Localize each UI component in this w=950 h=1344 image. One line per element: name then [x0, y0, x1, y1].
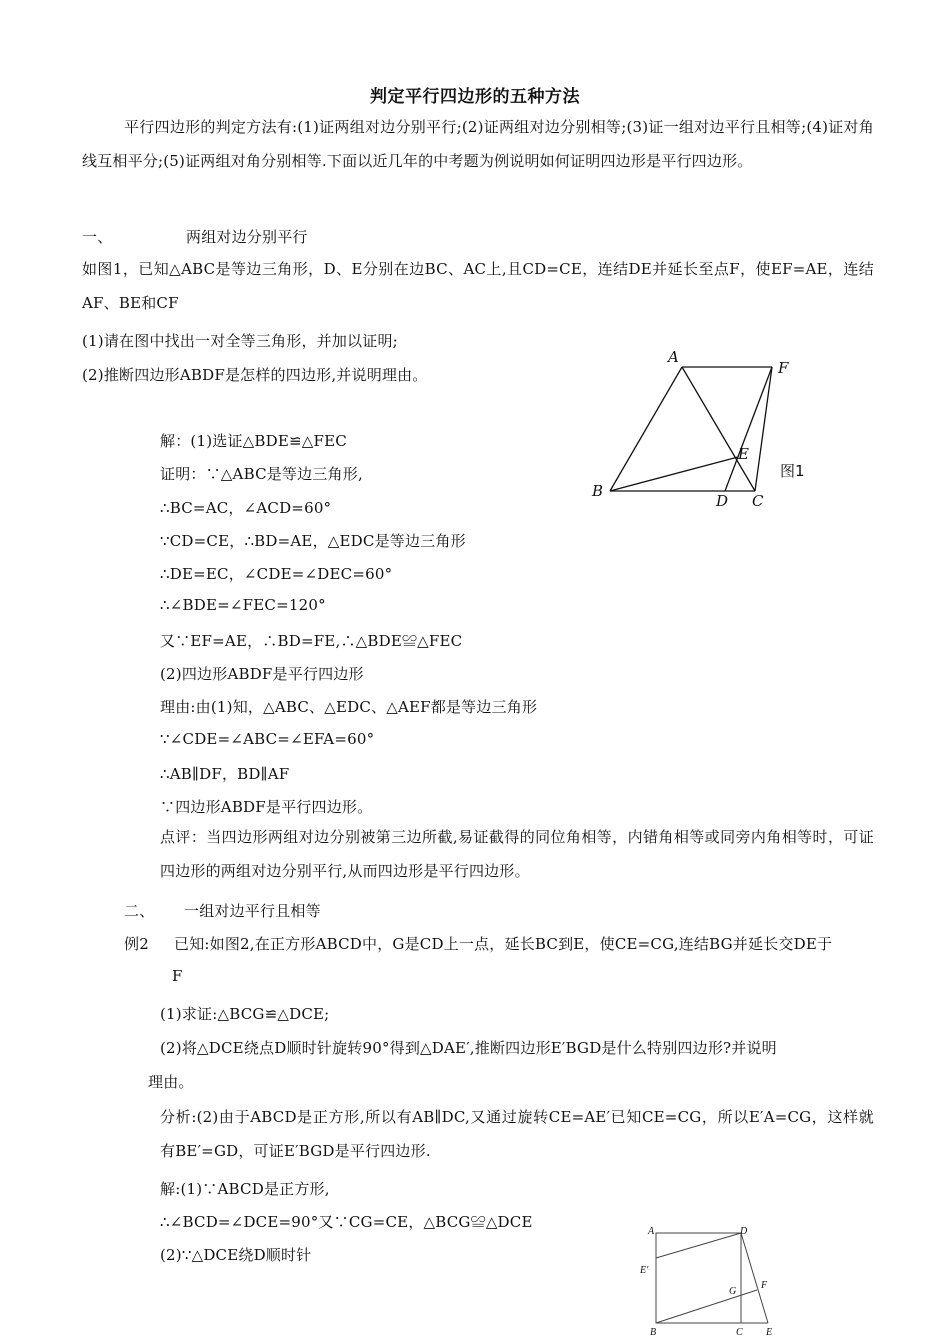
- section2-heading: 一组对边平行且相等: [184, 902, 321, 920]
- solution-line: ∴AB∥DF，BD∥AF: [160, 765, 290, 783]
- solution-line: 又∵EF=AE，∴BD=FE,∴△BDE≌△FEC: [160, 632, 463, 650]
- figure-2-diagram: [636, 1218, 786, 1344]
- section1-heading: 两组对边分别平行: [186, 228, 308, 246]
- section2-question1: (1)求证:△BCG≌△DCE;: [160, 1005, 330, 1023]
- solution-line: ∵四边形ABDF是平行四边形。: [160, 798, 373, 816]
- figure-1-label-F: F: [778, 359, 789, 377]
- solution-line: ∵CD=CE，∴BD=AE，△EDC是等边三角形: [160, 532, 466, 550]
- section2-solution-line3: (2)∵△DCE绕D顺时针: [160, 1246, 312, 1264]
- solution-line: ∵∠CDE=∠ABC=∠EFA=60°: [160, 730, 375, 748]
- figure-2-label-D: D: [740, 1226, 748, 1237]
- section1-question1: (1)请在图中找出一对全等三角形，并加以证明;: [82, 332, 398, 350]
- solution-line: ∴BC=AC，∠ACD=60°: [160, 499, 332, 517]
- section2-question2-line2: 理由。: [148, 1073, 194, 1091]
- section2-heading-number: 二、: [124, 902, 155, 920]
- solution-line: ∴∠BDE=∠FEC=120°: [160, 596, 326, 614]
- section2-problem-line2: F: [172, 967, 183, 985]
- section2-solution-line2: ∴∠BCD=∠DCE=90°又∵CG=CE，△BCG≌△DCE: [160, 1213, 533, 1231]
- figure-1-label-C: C: [752, 492, 764, 510]
- figure-2-label-A: A: [648, 1226, 655, 1237]
- section2-solution-line1: 解:(1)∵ABCD是正方形,: [160, 1180, 330, 1198]
- figure-2-label-G: G: [729, 1286, 737, 1297]
- figure-1-diagram: [580, 340, 820, 520]
- section1-comment: 点评：当四边形两组对边分别被第三边所截,易证截得的同位角相等，内错角相等或同旁内角相等时，可证四边形的两组对边分别平行,从而四边形是平行四边形。: [160, 828, 874, 880]
- solution-line: 理由:由(1)知，△ABC、△EDC、△AEF都是等边三角形: [160, 698, 538, 716]
- solution-line: (2)四边形ABDF是平行四边形: [160, 665, 364, 683]
- figure-2-label-C: C: [736, 1327, 743, 1338]
- section1-question2: (2)推断四边形ABDF是怎样的四边形,并说明理由。: [82, 366, 428, 384]
- section2-problem-line1: 已知:如图2,在正方形ABCD中，G是CD上一点，延长BC到E，使CE=CG,连结BG并延长交DE于: [174, 935, 833, 953]
- figure-2-label-E-prime: E′: [640, 1265, 649, 1276]
- intro-paragraph: 平行四边形的判定方法有:(1)证两组对边分别平行;(2)证两组对边分别相等;(3)证一组对边平行且相等;(4)证对角线互相平分;(5)证两组对角分别相等.下面以近几年的中考题为例说明如何证明四边形是平行四边形。: [82, 118, 874, 170]
- section1-problem: 如图1，已知△ABC是等边三角形，D、E分别在边BC、AC上,且CD=CE，连结DE并延长至点F，使EF=AE，连结AF、BE和CF: [82, 260, 874, 312]
- figure-1-label-E: E: [738, 445, 749, 463]
- section2-analysis: 分析:(2)由于ABCD是正方形,所以有AB∥DC,又通过旋转CE=AE′已知CE=CG，所以E′A=CG，这样就有BE′=GD，可证E′BGD是平行四边形.: [160, 1108, 874, 1160]
- page-title: 判定平行四边形的五种方法: [370, 87, 580, 107]
- figure-2-label-F: F: [761, 1280, 768, 1291]
- section2-question2-line1: (2)将△DCE绕点D顺时针旋转90°得到△DAE′,推断四边形E′BGD是什么特别四边形?并说明: [160, 1039, 777, 1057]
- section1-heading-number: 一、: [82, 228, 113, 246]
- solution-line: 解：(1)选证△BDE≌△FEC: [160, 432, 347, 450]
- figure-2-label-B: B: [650, 1327, 657, 1338]
- figure-2-label-E: E: [766, 1327, 773, 1338]
- example-2-label: 例2: [124, 935, 149, 953]
- figure-1-label-D: D: [716, 492, 729, 510]
- solution-line: ∴DE=EC，∠CDE=∠DEC=60°: [160, 565, 393, 583]
- figure-1-label-B: B: [592, 482, 604, 500]
- figure-1-label-A: A: [668, 348, 679, 366]
- solution-line: 证明：∵△ABC是等边三角形,: [160, 465, 363, 483]
- figure-1-caption: 图1: [780, 462, 805, 480]
